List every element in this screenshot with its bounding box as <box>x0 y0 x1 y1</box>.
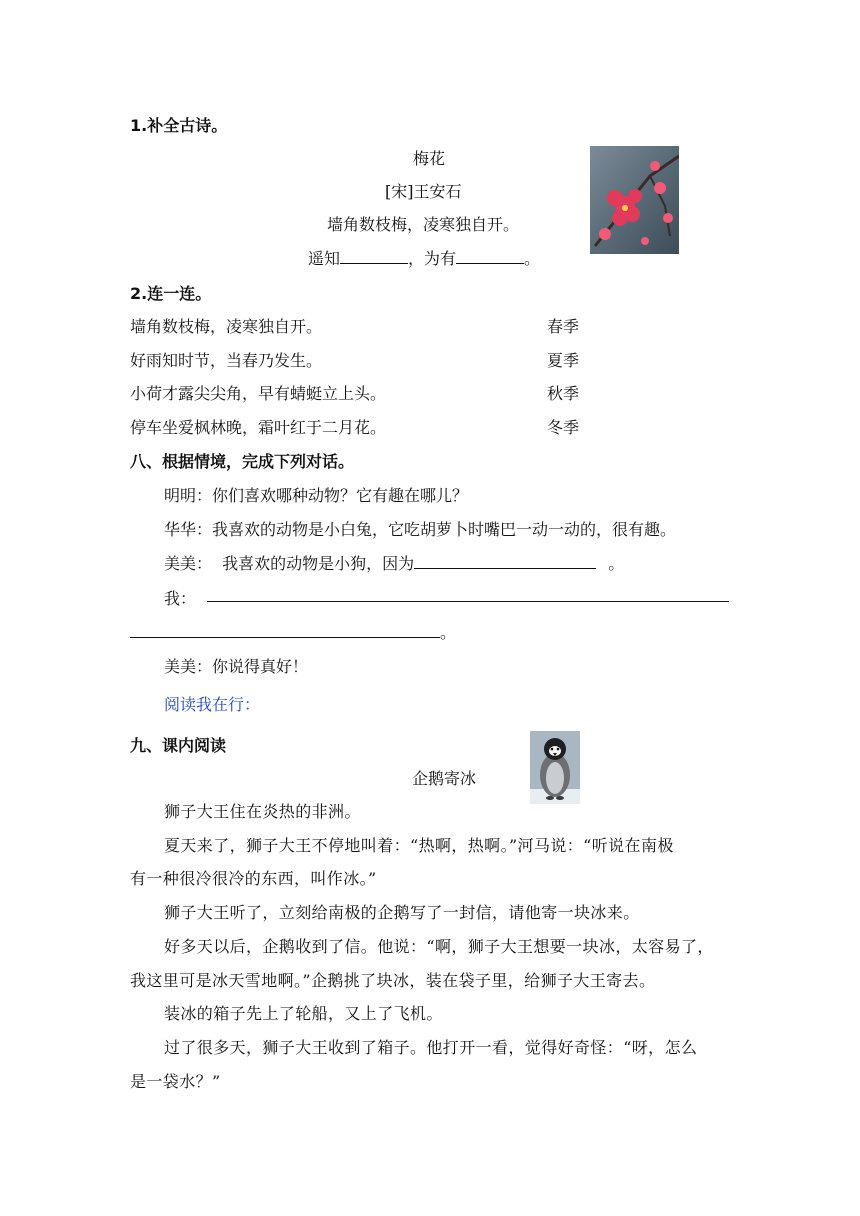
dialog-line-5 <box>130 620 456 643</box>
dialog-line-5-end: 。 <box>440 623 457 642</box>
dialog-line-4 <box>164 586 196 609</box>
poem-line-2-end: 。 <box>524 249 541 268</box>
story-p6-line1: 过了很多天，狮子大王收到了箱子。他打开一看，觉得好奇怪：“呀，怎么 <box>164 1038 698 1057</box>
q2-left-4[interactable]: 停车坐爱枫林晚，霜叶红于二月花。 <box>130 418 387 437</box>
q2-left-3[interactable]: 小荷才露尖尖角，早有蜻蜓立上头。 <box>130 384 387 403</box>
story-p4-line1: 好多天以后，企鹅收到了信。他说：“啊，狮子大王想要一块冰，太容易了， <box>164 937 714 956</box>
poem-line-2-start: 遥知 <box>308 249 341 268</box>
poem-line-2 <box>308 246 540 269</box>
s9-heading: 九、课内阅读 <box>130 736 227 755</box>
story-p5: 装冰的箱子先上了轮船，又上了飞机。 <box>164 1004 443 1023</box>
poem-author: [宋]王安石 <box>385 182 462 201</box>
story-p4-line2: 我这里可是冰天雪地啊。”企鹅挑了块冰，装在袋子里，给狮子大王寄去。 <box>130 971 656 990</box>
poem-line-1: 墙角数枝梅，凌寒独自开。 <box>327 215 520 234</box>
q2-right-1[interactable]: 春季 <box>547 317 580 336</box>
story-title: 企鹅寄冰 <box>412 769 477 788</box>
q2-left-2[interactable]: 好雨知时节，当春乃发生。 <box>130 351 323 370</box>
poem-blank-2[interactable] <box>456 247 524 264</box>
dialog-line-1: 明明：你们喜欢哪种动物？它有趣在哪儿？ <box>164 486 469 505</box>
q2-heading: 2.连一连。 <box>130 284 212 303</box>
q1-heading: 1.补全古诗。 <box>130 116 228 135</box>
poem-blank-1[interactable] <box>340 247 408 264</box>
dialog-line-3-end: 。 <box>608 554 625 573</box>
poem-title: 梅花 <box>413 149 446 168</box>
story-p3: 狮子大王听了，立刻给南极的企鹅写了一封信，请他寄一块冰来。 <box>164 903 640 922</box>
story-p2-line1: 夏天来了，狮子大王不停地叫着：“热啊，热啊。”河马说：“听说在南极 <box>164 836 674 855</box>
poem-line-2-mid: ，为有 <box>408 249 457 268</box>
dialog-line-3-text: 美美： 我喜欢的动物是小狗，因为 <box>164 554 415 573</box>
penguin-photo <box>530 731 580 804</box>
dialog-line-6: 美美：你说得真好！ <box>164 657 309 676</box>
dialog-line-4-label: 我： <box>164 589 197 608</box>
reading-label: 阅读我在行： <box>164 695 261 714</box>
story-p6-line2: 是一袋水？” <box>130 1072 221 1091</box>
s8-heading: 八、根据情境，完成下列对话。 <box>130 452 355 471</box>
q2-right-4[interactable]: 冬季 <box>547 418 580 437</box>
plum-blossom-photo <box>590 146 679 254</box>
dialog-blank-3[interactable] <box>130 621 440 638</box>
story-p2-line2: 有一种很冷很冷的东西，叫作冰。” <box>130 869 377 888</box>
dialog-blank-2[interactable] <box>207 585 729 602</box>
q2-right-2[interactable]: 夏季 <box>547 351 580 370</box>
story-p1: 狮子大王住在炎热的非洲。 <box>164 802 361 821</box>
dialog-line-3 <box>164 551 624 574</box>
dialog-line-2: 华华：我喜欢的动物是小白兔，它吃胡萝卜时嘴巴一动一动的，很有趣。 <box>164 520 677 539</box>
q2-left-1[interactable]: 墙角数枝梅，凌寒独自开。 <box>130 317 323 336</box>
dialog-blank-1[interactable] <box>414 552 596 569</box>
q2-right-3[interactable]: 秋季 <box>547 384 580 403</box>
